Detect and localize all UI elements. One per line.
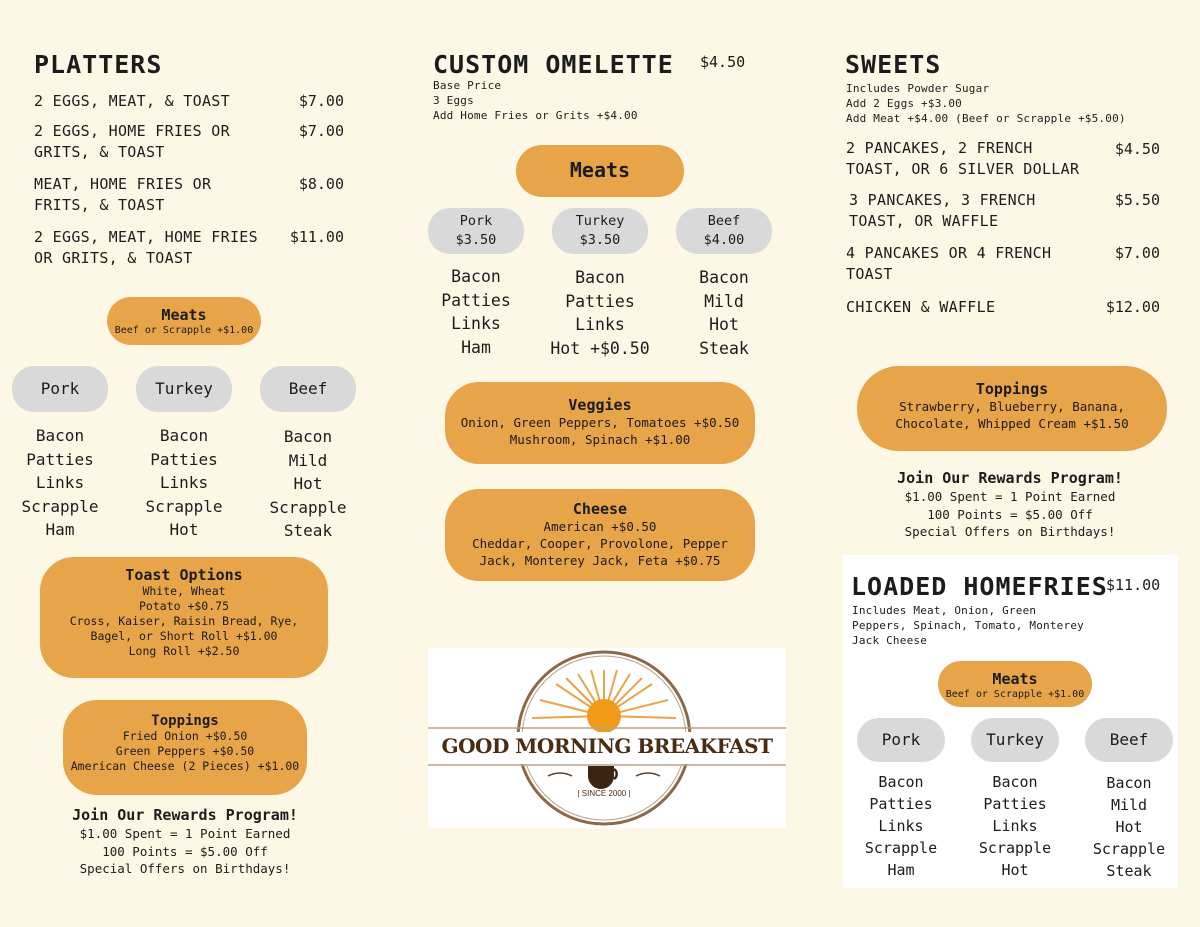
- list-item: Mild: [1110, 796, 1148, 814]
- list-item: Hot: [1001, 861, 1029, 879]
- sweets-item-price: $7.00: [1114, 244, 1160, 262]
- turkey-label: Turkey: [575, 213, 625, 229]
- homefries-turkey-list: [965, 771, 1065, 881]
- topping-line: Green Peppers +$0.50: [115, 744, 255, 758]
- list-item: Bacon: [451, 267, 501, 286]
- list-item: Patties: [983, 795, 1047, 813]
- omelette-title: CUSTOM OMELETTE: [433, 50, 674, 79]
- list-item: Patties: [150, 449, 218, 469]
- list-item: Scrapple: [269, 497, 347, 517]
- list-item: Steak: [1106, 862, 1152, 880]
- pork-price: $3.50: [455, 232, 497, 248]
- list-item: Links: [159, 473, 209, 492]
- veggies-box: [445, 382, 755, 464]
- omelette-beef-list: [674, 266, 774, 360]
- sweets-note: Add 2 Eggs +$3.00: [846, 97, 962, 110]
- turkey-pill: Turkey: [136, 366, 232, 412]
- platter-item-name: MEAT, HOME FRIES OR FRITS, & TOAST: [34, 175, 212, 214]
- cheese-box: [445, 489, 755, 581]
- platter-item-price: $11.00: [289, 228, 344, 246]
- logo-name: GOOD MORNING BREAKFAST: [441, 734, 773, 758]
- sweets-toppings-box: [857, 366, 1167, 451]
- list-item: Patties: [869, 795, 933, 813]
- sweets-topping-line: Strawberry, Blueberry, Banana,: [899, 399, 1125, 414]
- platter-item-price: $8.00: [298, 175, 344, 193]
- list-item: Mild: [288, 450, 328, 470]
- list-item: Ham: [887, 861, 915, 879]
- list-item: Scrapple: [978, 839, 1052, 857]
- homefries-pork-list: [851, 771, 951, 881]
- sweets-topping-line: Chocolate, Whipped Cream +$1.50: [895, 416, 1129, 431]
- list-item: Hot: [293, 474, 323, 493]
- list-item: Bacon: [992, 773, 1038, 791]
- sweets-note: Add Meat +$4.00 (Beef or Scrapple +$5.00): [846, 112, 1126, 125]
- turkey-price: $3.50: [579, 232, 621, 248]
- omelette-pork-pill: [428, 208, 524, 254]
- topping-line: American Cheese (2 Pieces) +$1.00: [70, 759, 300, 773]
- toast-line: Potato +$0.75: [138, 599, 229, 613]
- homefries-price: $11.00: [1106, 576, 1161, 594]
- list-item: Ham: [461, 337, 491, 357]
- omelette-note: Base Price: [433, 79, 502, 92]
- omelette-note: 3 Eggs: [433, 94, 474, 107]
- omelette-meats-pill: Meats: [516, 145, 684, 197]
- rewards-title: Join Our Rewards Program!: [897, 469, 1123, 487]
- meats-pill-title: Meats: [992, 670, 1038, 688]
- platter-item-name: 2 EGGS, MEAT, HOME FRIES OR GRITS, & TOAST: [34, 228, 258, 267]
- sweets-item-name: 4 PANCAKES OR 4 FRENCH TOAST: [846, 244, 1052, 283]
- list-item: Hot: [1115, 818, 1143, 836]
- list-item: Patties: [565, 291, 635, 311]
- list-item: Scrapple: [864, 839, 938, 857]
- sweets-item-name: CHICKEN & WAFFLE: [846, 298, 996, 316]
- sweets-item-price: $5.50: [1114, 191, 1160, 209]
- rewards-line: 100 Points = $5.00 Off: [102, 843, 268, 859]
- turkey-pill: Turkey: [971, 718, 1059, 762]
- turkey-list: [134, 424, 234, 542]
- list-item: Hot +$0.50: [550, 338, 650, 358]
- omelette-pork-list: [426, 265, 526, 359]
- platters-title: PLATTERS: [34, 50, 163, 79]
- veggies-line: Mushroom, Spinach +$1.00: [509, 432, 691, 447]
- beef-list: [258, 425, 358, 543]
- cheese-line: American +$0.50: [543, 519, 657, 534]
- beef-pill: Beef: [1085, 718, 1173, 762]
- beef-price: $4.00: [703, 232, 745, 248]
- beef-pill: Beef: [260, 366, 356, 412]
- toast-options-box: [40, 557, 328, 678]
- list-item: Bacon: [699, 268, 749, 287]
- list-item: Patties: [441, 290, 511, 310]
- rewards-line: 100 Points = $5.00 Off: [927, 506, 1093, 522]
- omelette-turkey-pill: [552, 208, 648, 254]
- sweets-rewards-block: [860, 468, 1160, 541]
- homefries-beef-list: [1079, 772, 1179, 882]
- homefries-notes: [852, 603, 1084, 648]
- list-item: Links: [992, 817, 1038, 835]
- sweets-title: SWEETS: [845, 50, 942, 79]
- rewards-line: Special Offers on Birthdays!: [904, 524, 1116, 539]
- list-item: Bacon: [878, 773, 924, 791]
- topping-line: Fried Onion +$0.50: [122, 729, 248, 743]
- list-item: Steak: [699, 338, 749, 358]
- omelette-notes: [433, 78, 638, 123]
- list-item: Scrapple: [145, 496, 223, 516]
- rewards-title: Join Our Rewards Program!: [72, 806, 298, 824]
- cheese-title: Cheese: [572, 500, 628, 518]
- sweets-item-price: $12.00: [1105, 298, 1160, 316]
- toast-options-title: Toast Options: [125, 566, 243, 584]
- platter-item-price: $7.00: [298, 122, 344, 140]
- homefries-note: Includes Meat, Onion, Green: [852, 604, 1037, 617]
- platter-item-name: 2 EGGS, MEAT, & TOAST: [34, 92, 230, 110]
- sweets-item-name: 2 PANCAKES, 2 FRENCH TOAST, OR 6 SILVER DOLLAR: [846, 139, 1080, 178]
- homefries-note: Peppers, Spinach, Tomato, Monterey: [852, 619, 1084, 632]
- meats-pill: [107, 297, 261, 345]
- homefries-meats-pill: [938, 661, 1092, 707]
- list-item: Hot: [709, 315, 739, 334]
- sweets-toppings-title: Toppings: [975, 380, 1049, 398]
- toppings-box: [63, 700, 307, 795]
- logo-box: [428, 648, 786, 828]
- sweets-note: Includes Powder Sugar: [846, 82, 990, 95]
- meats-pill-title: Meats: [161, 306, 207, 324]
- pork-label: Pork: [459, 213, 493, 229]
- toast-line: Cross, Kaiser, Raisin Bread, Rye,: [69, 614, 299, 628]
- rewards-block: [35, 805, 335, 878]
- homefries-note: Jack Cheese: [852, 634, 928, 647]
- rewards-line: Special Offers on Birthdays!: [79, 861, 291, 876]
- omelette-price: $4.50: [700, 53, 746, 71]
- list-item: Bacon: [159, 426, 209, 445]
- homefries-card: [843, 555, 1178, 888]
- omelette-turkey-list: [540, 266, 660, 360]
- cheese-line: Cheddar, Cooper, Provolone, Pepper: [472, 536, 728, 551]
- pork-list: [10, 424, 110, 542]
- list-item: Scrapple: [21, 496, 99, 516]
- toast-line: Long Roll +$2.50: [128, 644, 240, 658]
- list-item: Mild: [704, 291, 744, 311]
- toast-line: White, Wheat: [142, 584, 226, 598]
- list-item: Bacon: [283, 427, 333, 446]
- list-item: Bacon: [1106, 774, 1152, 792]
- pork-pill: Pork: [857, 718, 945, 762]
- beef-label: Beef: [707, 213, 741, 229]
- logo-since: | SINCE 2000 |: [577, 789, 631, 798]
- cheese-line: Jack, Monterey Jack, Feta +$0.75: [479, 553, 721, 568]
- list-item: Patties: [26, 449, 94, 469]
- omelette-note: Add Home Fries or Grits +$4.00: [433, 109, 638, 122]
- toppings-title: Toppings: [151, 713, 219, 729]
- rewards-line: $1.00 Spent = 1 Point Earned: [79, 826, 291, 841]
- meats-pill-note: Beef or Scrapple +$1.00: [945, 689, 1085, 700]
- sweets-notes: [846, 81, 1126, 126]
- list-item: Scrapple: [1092, 840, 1166, 858]
- veggies-title: Veggies: [568, 396, 632, 414]
- homefries-title: LOADED HOMEFRIES: [851, 572, 1108, 601]
- omelette-beef-pill: [676, 208, 772, 254]
- pork-pill: Pork: [12, 366, 108, 412]
- list-item: Bacon: [575, 268, 625, 287]
- platter-item-price: $7.00: [298, 92, 344, 110]
- list-item: Links: [575, 315, 625, 334]
- list-item: Links: [878, 817, 924, 835]
- meats-pill-note: Beef or Scrapple +$1.00: [114, 325, 254, 336]
- rewards-line: $1.00 Spent = 1 Point Earned: [904, 489, 1116, 504]
- toast-line: Bagel, or Short Roll +$1.00: [90, 629, 278, 643]
- list-item: Ham: [45, 520, 75, 539]
- list-item: Links: [35, 473, 85, 492]
- list-item: Bacon: [35, 426, 85, 445]
- list-item: Links: [451, 314, 501, 333]
- veggies-line: Onion, Green Peppers, Tomatoes +$0.50: [460, 415, 740, 430]
- platter-item-name: 2 EGGS, HOME FRIES OR GRITS, & TOAST: [34, 122, 230, 161]
- sweets-item-name: 3 PANCAKES, 3 FRENCH TOAST, OR WAFFLE: [849, 191, 1036, 230]
- sweets-item-price: $4.50: [1114, 140, 1160, 158]
- list-item: Hot: [169, 520, 199, 539]
- list-item: Steak: [283, 521, 333, 540]
